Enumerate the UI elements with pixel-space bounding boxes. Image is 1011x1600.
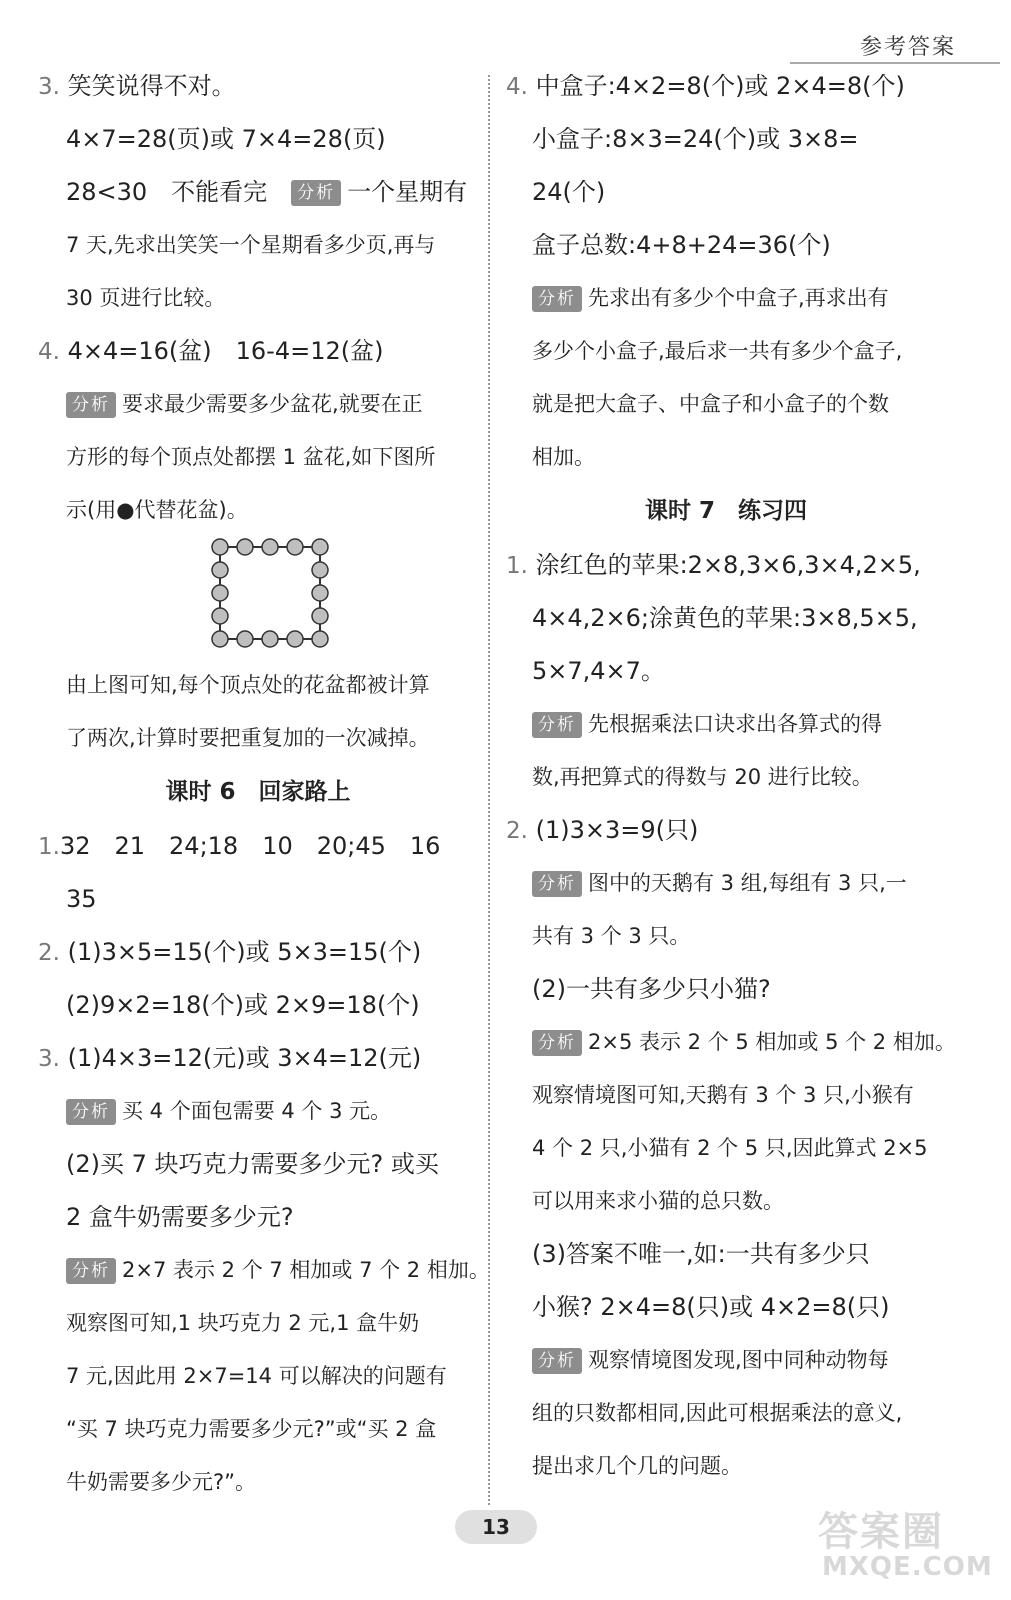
left-s6q1-line2: 35 [66,885,97,913]
flowerpot-dot [237,539,253,555]
left-s6q3-analysis2 [38,1244,490,1297]
left-s6q3-line4: 2 盒牛奶需要多少元? [66,1203,294,1231]
right-q4-line1 [506,60,946,113]
watermark-url: MXQE.COM [822,1552,993,1582]
flowerpot-dot [262,539,278,555]
question-number: 1. [506,553,528,579]
analysis-text: 图中的天鹅有 3 组,每组有 3 只,一 [588,871,907,895]
flowerpot-dot [287,631,303,647]
analysis-badge: 分析 [532,871,582,897]
right-s7q2-analysis3 [506,1334,946,1387]
flowerpot-dot [312,608,328,624]
flowerpot-dot [237,631,253,647]
answer-text: 涂红色的苹果:2×8,3×6,3×4,2×5, [535,551,921,579]
left-s6q3-line1 [38,1032,478,1085]
right-q4-line7: 就是把大盒子、中盒子和小盒子的个数 [532,392,889,416]
left-s6q3-line6: 观察图可知,1 块巧克力 2 元,1 盒牛奶 [66,1311,420,1335]
answer-text: 4×4=16(盆) 16-4=12(盆) [67,337,384,365]
flowerpot-dot [212,608,228,624]
page-number: 13 [455,1510,537,1544]
right-q4-analysis [506,272,946,325]
right-s7q1-line5: 数,再把算式的得数与 20 进行比较。 [532,765,873,789]
question-number: 2. [38,940,60,966]
answer-text: 28<30 不能看完 [66,178,268,206]
left-s6q3-line7: 7 元,因此用 2×7=14 可以解决的问题有 [66,1364,447,1388]
left-s6q3-analysis1 [38,1085,478,1138]
right-s7q2-line7: 4 个 2 只,小猫有 2 个 5 只,因此算式 2×5 [532,1136,928,1160]
flowerpot-dot [312,562,328,578]
left-s6q1-line1 [38,820,478,873]
analysis-badge: 分析 [532,286,582,312]
left-q3-line1 [38,60,478,113]
left-q3-line4: 7 天,先求出笑笑一个星期看多少页,再与 [66,233,436,257]
analysis-badge: 分析 [532,1030,582,1056]
right-q4-line2: 小盒子:8×3=24(个)或 3×8= [532,125,859,153]
header-answer-key: 参考答案 [859,35,956,60]
analysis-text: 一个星期有 [347,178,468,206]
section-title-lesson6: 课时 6 回家路上 [165,779,351,805]
analysis-badge: 分析 [532,1348,582,1374]
left-q4-analysis [38,378,478,431]
left-q3-line5: 30 页进行比较。 [66,286,226,310]
question-number: 3. [38,74,60,100]
section-title-lesson7: 课时 7 练习四 [644,498,807,524]
right-s7q1-line3: 5×7,4×7。 [532,657,665,685]
analysis-text: 先根据乘法口诀求出各算式的得 [588,712,882,736]
flowerpot-dot [312,631,328,647]
flowerpot-dot [212,562,228,578]
right-q4-line6: 多少个小盒子,最后求一共有多少个盒子, [532,339,903,363]
answer-text: 中盒子:4×2=8(个)或 2×4=8(个) [535,72,905,100]
right-s7q2-line1 [506,804,946,857]
question-number: 4. [38,339,60,365]
flowerpot-dot [312,539,328,555]
left-q4-line4: 示(用●代替花盆)。 [66,498,248,522]
analysis-badge: 分析 [291,180,341,206]
answer-text: 笑笑说得不对。 [67,72,236,100]
flowerpot-square-svg [210,537,330,649]
left-q4-line6: 了两次,计算时要把重复加的一次减掉。 [66,726,430,750]
flowerpot-dot [212,585,228,601]
right-s7q2-line10: 小猴? 2×4=8(只)或 4×2=8(只) [532,1293,890,1321]
right-s7q1-line1 [506,539,946,592]
flowerpot-square-diagram [38,537,478,659]
left-s6q3-line9: 牛奶需要多少元?”。 [66,1470,257,1494]
right-s7q2-analysis2 [506,1016,956,1069]
answer-text: 32 21 24;18 10 20;45 16 [59,832,441,860]
question-number: 4. [506,74,528,100]
right-s7q2-line8: 可以用来求小猫的总只数。 [532,1189,784,1213]
question-number: 3. [38,1046,60,1072]
left-q3-line3 [38,166,478,219]
analysis-text: 买 4 个面包需要 4 个 3 元。 [122,1099,392,1123]
square-outline [220,547,320,639]
answer-text: (1)3×5=15(个)或 5×3=15(个) [67,938,422,966]
left-s6q3-line3: (2)买 7 块巧克力需要多少元? 或买 [66,1150,439,1178]
analysis-text: 观察情境图发现,图中同种动物每 [588,1348,889,1372]
right-q4-line3: 24(个) [532,178,606,206]
right-q4-line4: 盒子总数:4+8+24=36(个) [532,231,831,259]
flowerpot-dot [212,631,228,647]
left-s6q2-line2: (2)9×2=18(个)或 2×9=18(个) [66,991,420,1019]
right-s7q1-analysis [506,698,946,751]
analysis-badge: 分析 [66,1099,116,1125]
left-s6q2-line1 [38,926,478,979]
right-s7q2-line13: 提出求几个几的问题。 [532,1454,742,1478]
analysis-text: 2×7 表示 2 个 7 相加或 7 个 2 相加。 [122,1258,490,1282]
question-number: 1. [38,834,60,860]
flowerpot-dot [212,539,228,555]
analysis-text: 要求最少需要多少盆花,就要在正 [122,392,423,416]
flowerpot-dot [312,585,328,601]
left-q4-line3: 方形的每个顶点处都摆 1 盆花,如下图所 [66,445,436,469]
analysis-text: 2×5 表示 2 个 5 相加或 5 个 2 相加。 [588,1030,956,1054]
right-s7q2-line4: (2)一共有多少只小猫? [532,975,771,1003]
right-s7q2-line3: 共有 3 个 3 只。 [532,924,691,948]
right-s7q2-line9: (3)答案不唯一,如:一共有多少只 [532,1240,870,1268]
analysis-text: 先求出有多少个中盒子,再求出有 [588,286,889,310]
right-q4-line8: 相加。 [532,445,595,469]
right-s7q1-line2: 4×4,2×6;涂黄色的苹果:3×8,5×5, [532,604,918,632]
left-column [38,60,490,1509]
answer-text: (1)3×3=9(只) [535,816,699,844]
flowerpot-dot [262,631,278,647]
left-q4-line1 [38,325,478,378]
right-s7q2-analysis1 [506,857,946,910]
flowerpot-dot [287,539,303,555]
right-s7q2-line12: 组的只数都相同,因此可根据乘法的意义, [532,1401,903,1425]
watermark-logo-text: 答案圈 [818,1509,944,1555]
answer-text: (1)4×3=12(元)或 3×4=12(元) [67,1044,422,1072]
analysis-badge: 分析 [66,1258,116,1284]
right-column [506,60,956,1493]
left-s6q3-line8: “买 7 块巧克力需要多少元?”或“买 2 盒 [66,1417,437,1441]
analysis-badge: 分析 [66,392,116,418]
right-s7q2-line6: 观察情境图可知,天鹅有 3 个 3 只,小猴有 [532,1083,914,1107]
analysis-badge: 分析 [532,712,582,738]
left-q4-line5: 由上图可知,每个顶点处的花盆都被计算 [66,673,430,697]
left-q3-line2: 4×7=28(页)或 7×4=28(页) [66,125,386,153]
question-number: 2. [506,818,528,844]
